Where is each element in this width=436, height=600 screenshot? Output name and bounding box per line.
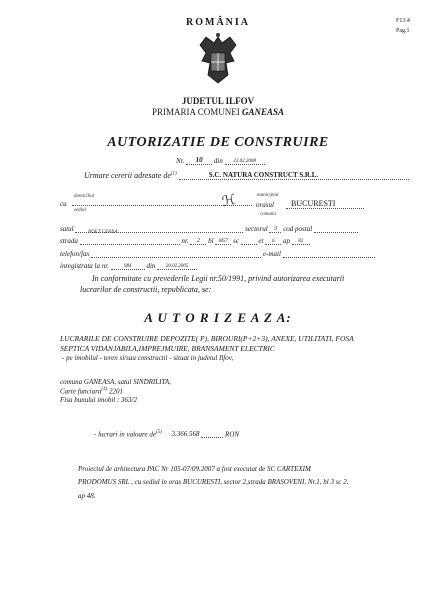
carte-footnote: (4) [101,387,108,392]
registered-din-label: din [146,262,156,270]
strada-label: strada [60,237,78,245]
project-line-1: Proiectul de arhitectura PAC Nr 105-07/09.2007 a fost executat de SC CARTEXIM [78,465,311,473]
et-label: et [258,237,264,245]
fisa-line: Fisa bunului imobil : 363/2 [60,396,137,404]
din-label: din [213,157,223,165]
contact-row [60,250,375,258]
number-line [176,156,265,165]
form-code: F13.4 [396,18,410,24]
works-line-2: SEPTICA VIDANJABILA,IMPREJMUIRE, BRANSAMENT ELECTRIC [60,344,275,353]
value-label: - lucrari in valoare de [94,430,156,439]
page-number: Pag.1 [396,28,410,34]
value-footnote: (5) [155,430,162,435]
mayoralty-prefix: PRIMARIA COMUNEI [151,107,240,117]
municipiul-label: municipiul [257,193,279,198]
nr-value: 10 [195,156,203,164]
country-title: ROMÂNIA [186,17,250,28]
signature-mark: ℋ [220,191,238,211]
applicant-name: S.C. NATURA CONSTRUCT S.R.L. [208,171,319,179]
city-value: BUCURESTI [291,199,336,208]
nr-addr-label: nr. [181,237,189,245]
request-footnote: (1) [170,171,177,177]
sediu-label: sediul [74,208,86,213]
carte-label: Carte funciara [60,387,102,396]
legal-text-2: lucrarilor de constructii, republicata, se: [80,285,212,294]
email-label: e-mail [263,250,281,258]
mayoralty-name: GANEASA [241,107,285,117]
bl-label: bl [208,237,214,245]
request-label: Urmare cererii adresate de [84,171,171,180]
nr-label: Nr. [176,157,185,165]
orasul-label: orasul [256,201,274,209]
project-line-2: PRODOMUS SRL , cu sediul in oras BUCURESTI, sector 2,strada BRASOVENI, Nr.1, bl 3 sc 2, [78,478,349,486]
county-name: JUDETUL ILFOV [181,96,255,106]
satul-label: satul [60,225,74,233]
registered-nr: 984 [111,264,145,270]
registered-date: 20.02.2005 [157,264,197,270]
nr-addr-value: 2 [190,238,206,245]
value-line [94,430,239,438]
strada-row [60,237,310,245]
comuna-label: comuna [260,212,276,217]
city-dots [286,200,364,209]
registered-label: inregistrata la nr. [60,262,109,270]
works-line-3: - pe imobilul - teren si/sau constructii - situat in judetul Ilfov, [62,354,234,362]
ap-value: 82 [292,239,310,245]
commune-line: comuna GANEASA, satul SINDRILITA, [60,378,171,386]
sector-value: 3 [269,226,281,233]
et-value: 6 [265,239,281,245]
strada-value: POET CERNA [88,230,118,235]
date-value: 22.02.2008 [233,159,256,164]
request-line [84,170,409,180]
document-title: AUTORIZATIE DE CONSTRUIRE [107,135,329,150]
sc-label: sc [233,237,239,245]
value-currency: RON [225,430,240,439]
registered-row [60,262,197,270]
telefon-label: telefon/fax [60,250,90,258]
sectorul-label: sectorul [245,225,268,233]
cu-label: cu [60,200,67,208]
ap-label: ap [282,237,290,245]
mayoralty-line [0,107,436,117]
authorize-heading: A U T O R I Z E A Z A: [144,310,292,325]
legal-text-1: In conformitate cu prevederile Legii nr.50/1991, privind autorizarea executarii [92,274,345,283]
project-line-3: ap 48. [78,492,96,500]
coat-of-arms-icon [196,31,240,89]
works-line-1: LUCRARILE DE CONSTRUIRE DEPOZITE( P), BIROURI(P+2+3), ANEXE, UTILITATI, FOSA [60,334,354,343]
bl-value: M57 [215,239,231,245]
cod-postal-label: cod postal [283,225,313,233]
domiciliu-label: domiciliul [74,194,95,199]
carte-value: 2201 [109,387,124,396]
value-amount: 3.366.568 [171,430,200,439]
carte-funciara-line [60,387,123,395]
